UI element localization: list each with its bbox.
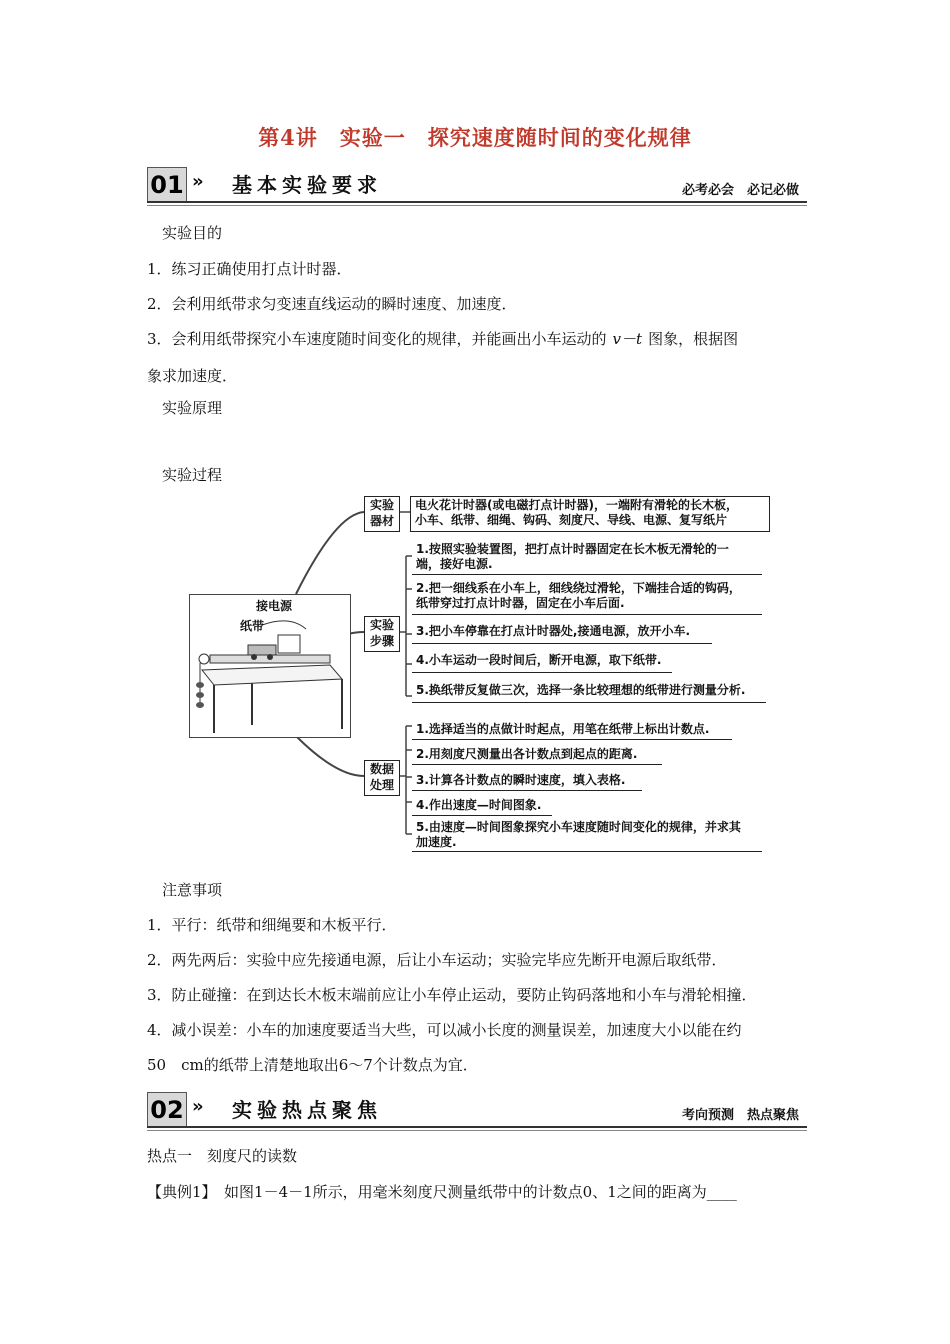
principle-heading: 实验原理 <box>162 399 223 417</box>
data-step-item: 5.由速度—时间图象探究小车速度随时间变化的规律，并求其 <box>416 820 741 834</box>
apparatus-label: 接电源 <box>256 599 293 613</box>
divider <box>412 739 732 740</box>
category-steps: 实验 步骤 <box>364 616 400 652</box>
apparatus-illustration <box>189 594 351 738</box>
divider <box>147 205 807 206</box>
section-subtitle: 必考必会 必记必做 <box>681 183 799 198</box>
step-item: 1.按照实验装置图，把打点计时器固定在长木板无滑轮的一 <box>416 542 729 556</box>
purpose-item: 象求加速度． <box>147 367 238 385</box>
section-number: 01 <box>147 167 187 203</box>
category-equipment: 实验 器材 <box>364 496 400 532</box>
section-header-2 <box>147 1092 807 1128</box>
step-item: 2.把一细线系在小车上，细线绕过滑轮，下端挂合适的钩码， <box>416 581 741 595</box>
divider <box>412 672 672 673</box>
apparatus-label: 纸带 <box>240 619 265 633</box>
note-item: 3．防止碰撞：在到达长木板末端前应让小车停止运动，要防止钩码落地和小车与滑轮相撞． <box>147 986 757 1004</box>
note-item: 50 cm的纸带上清楚地取出6～7个计数点为宜． <box>147 1056 478 1074</box>
notes-heading: 注意事项 <box>162 881 223 899</box>
divider <box>412 614 762 615</box>
data-step-item: 加速度. <box>416 835 457 849</box>
purpose-item: 1．练习正确使用打点计时器． <box>147 260 352 278</box>
section-number: 02 <box>147 1092 187 1128</box>
data-step-item: 1.选择适当的点做计时起点，用笔在纸带上标出计数点. <box>416 722 710 736</box>
step-item: 3.把小车停靠在打点计时器处,接通电源，放开小车. <box>416 624 691 638</box>
divider <box>412 574 762 575</box>
purpose-item: 2．会利用纸带求匀变速直线运动的瞬时速度、加速度． <box>147 295 517 313</box>
step-item: 端，接好电源. <box>416 557 493 571</box>
section-title: 基本实验要求 <box>232 173 382 197</box>
section-subtitle: 考向预测 热点聚焦 <box>681 1108 799 1123</box>
page-title: 第4讲 实验一 探究速度随时间的变化规律 <box>258 125 692 150</box>
apparatus-icon <box>190 595 350 737</box>
data-step-item: 3.计算各计数点的瞬时速度，填入表格. <box>416 773 626 787</box>
divider <box>412 764 662 765</box>
purpose-heading: 实验目的 <box>162 224 223 242</box>
divider <box>412 702 766 703</box>
hot-heading: 热点一 刻度尺的读数 <box>147 1147 298 1165</box>
chevron-right-icon: » <box>192 1096 204 1117</box>
example-text: 【典例1】 如图1－4－1所示，用毫米刻度尺测量纸带中的计数点0、1之间的距离为____ <box>147 1183 737 1201</box>
chevron-right-icon: » <box>192 171 204 192</box>
purpose-item: 3．会利用纸带探究小车速度随时间变化的规律，并能画出小车运动的 v－t 图象，根据图 <box>147 330 739 348</box>
divider <box>147 1130 807 1131</box>
divider <box>412 851 762 852</box>
step-item: 5.换纸带反复做三次，选择一条比较理想的纸带进行测量分析. <box>416 683 746 697</box>
process-heading: 实验过程 <box>162 466 223 484</box>
divider <box>412 790 642 791</box>
divider <box>147 1126 807 1128</box>
note-item: 4．减小误差：小车的加速度要适当大些，可以减小长度的测量误差，加速度大小以能在约 <box>147 1021 742 1039</box>
experiment-diagram <box>186 494 766 854</box>
category-data: 数据 处理 <box>364 760 400 796</box>
divider <box>412 643 712 644</box>
step-item: 4.小车运动一段时间后，断开电源，取下纸带. <box>416 653 662 667</box>
divider <box>147 201 807 203</box>
note-item: 1．平行：纸带和细绳要和木板平行． <box>147 916 397 934</box>
section-title: 实验热点聚焦 <box>232 1098 382 1122</box>
data-step-item: 4.作出速度—时间图象. <box>416 798 542 812</box>
divider <box>412 815 552 816</box>
note-item: 2．两先两后：实验中应先接通电源，后让小车运动；实验完毕应先断开电源后取纸带． <box>147 951 727 969</box>
section-header-1 <box>147 167 807 203</box>
step-item: 纸带穿过打点计时器，固定在小车后面. <box>416 596 625 610</box>
data-step-item: 2.用刻度尺测量出各计数点到起点的距离. <box>416 747 638 761</box>
equipment-box: 电火花计时器(或电磁打点计时器)，一端附有滑轮的长木板， 小车、纸带、细绳、钩码、刻度尺、导线、电源、复写纸片 <box>410 496 770 532</box>
